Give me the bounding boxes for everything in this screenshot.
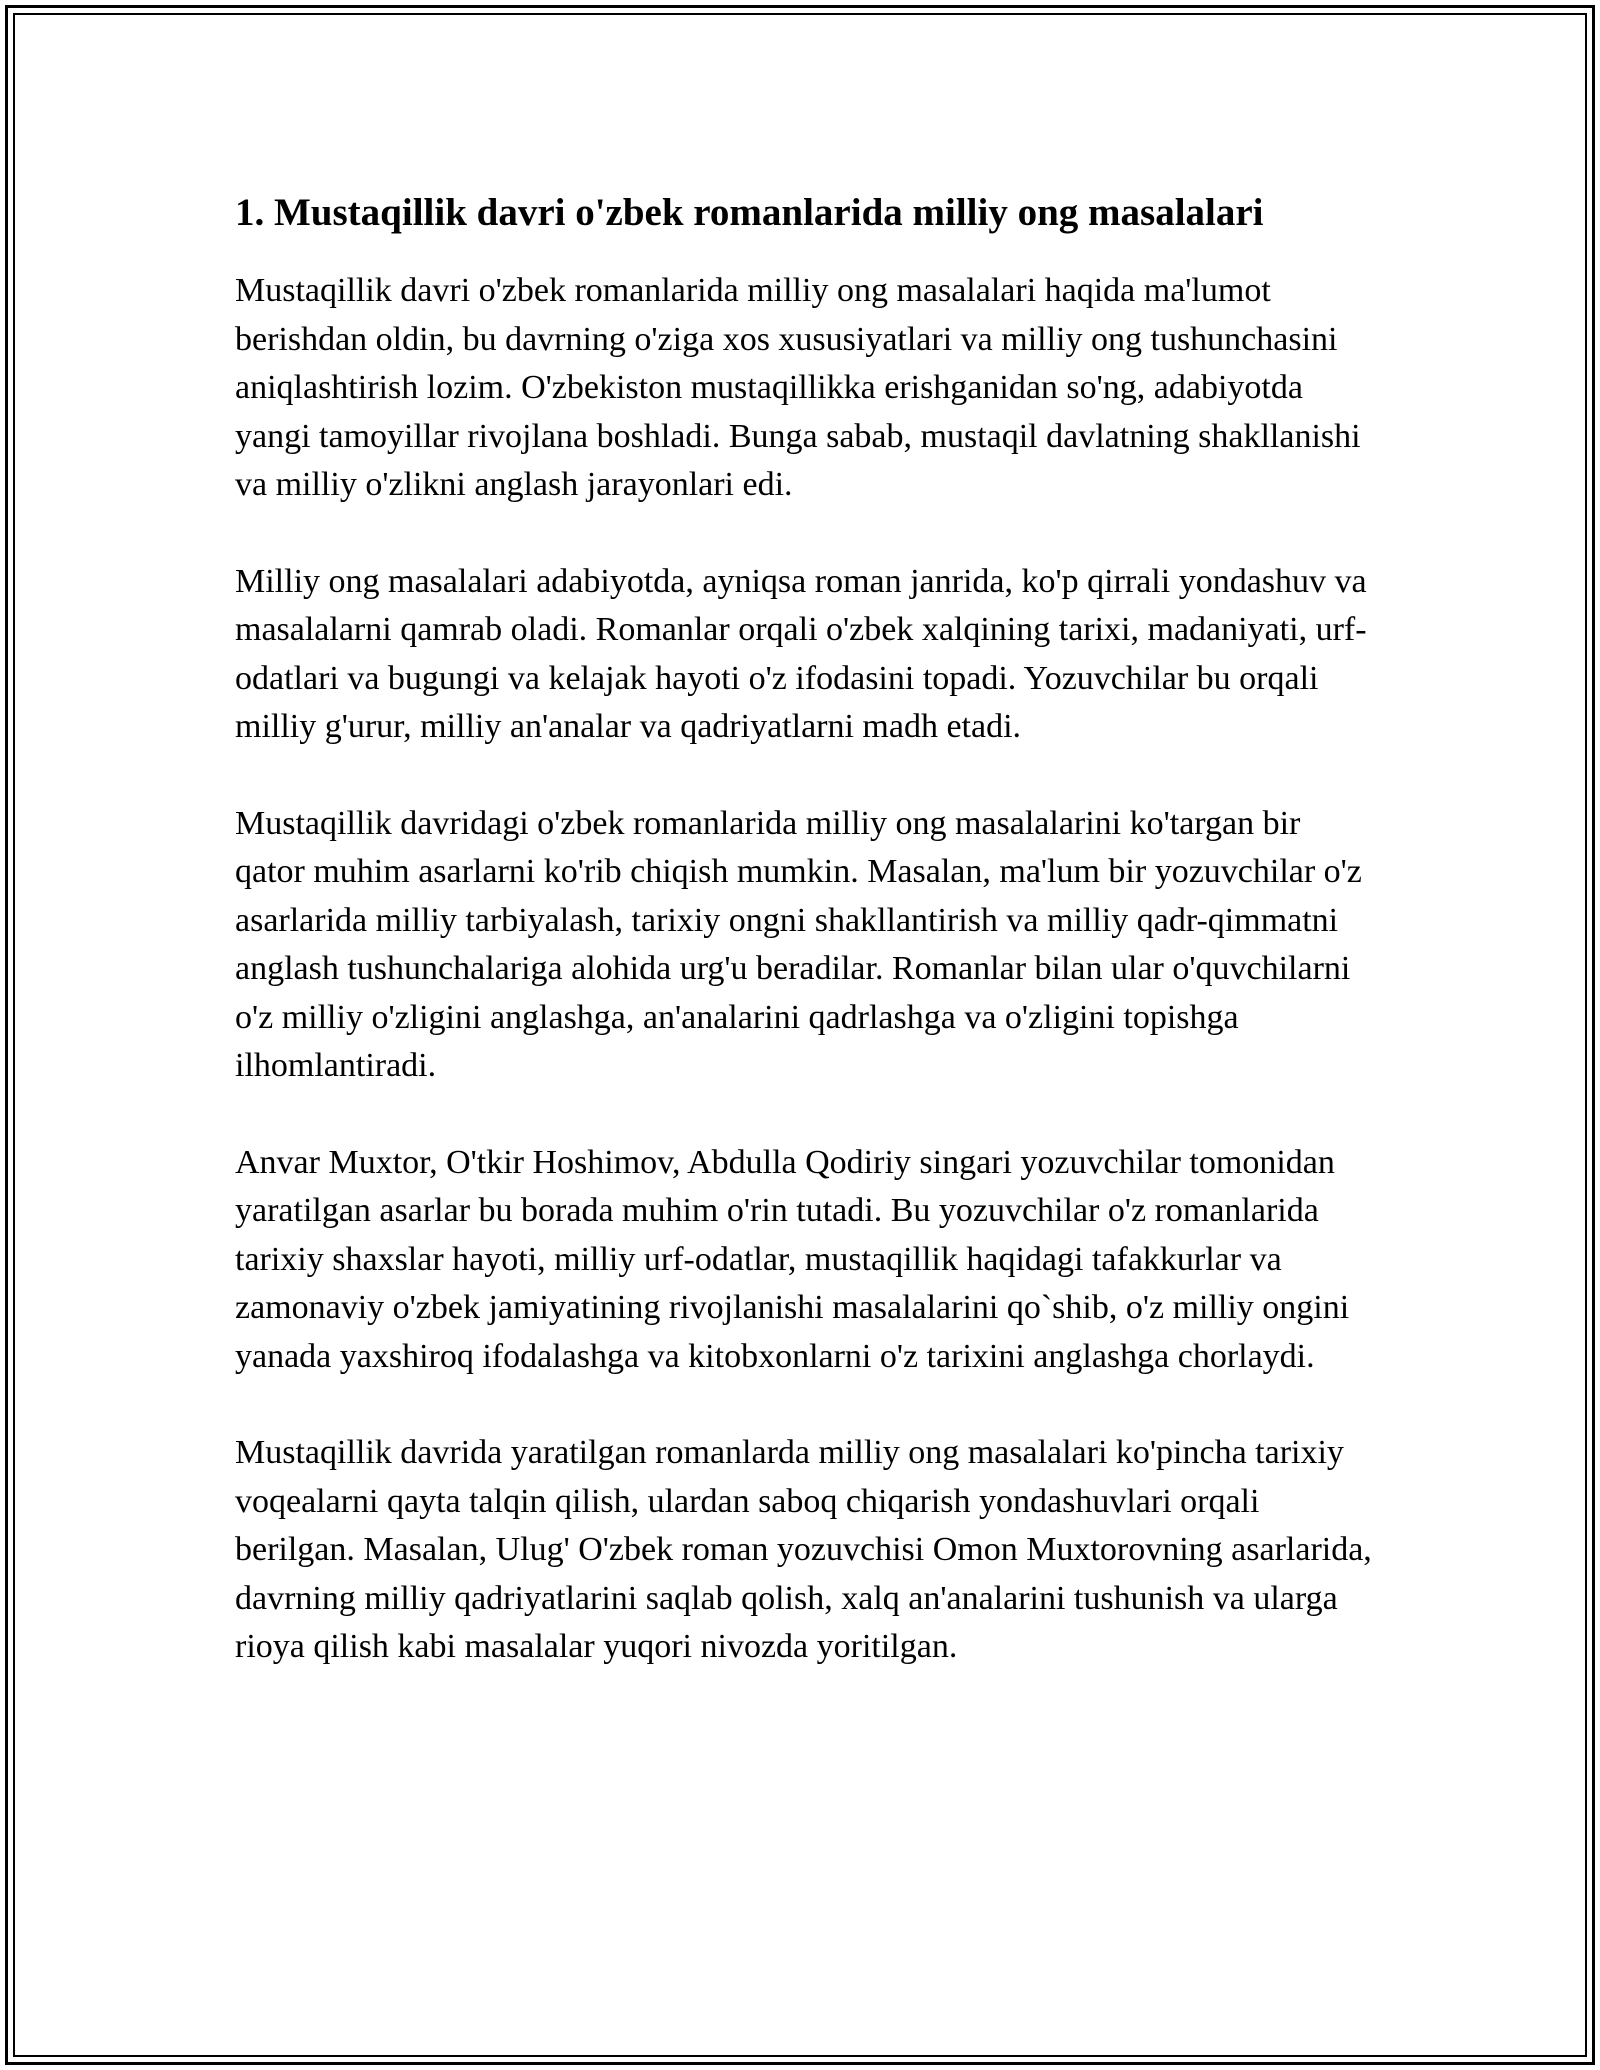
paragraph-1: Mustaqillik davri o'zbek romanlarida milliy ong masalalari haqida ma'lumot berishdan oldin, bu davrning o'ziga xos xususiyatlari va milliy ong tushunchasini aniqlashtirish lozim. O'zbekiston mustaqillikka erishganidan so'ng, adabiyotda yangi tamoyillar rivojlana boshladi. Bunga sabab, mustaqil davlatning shakllanishi va milliy o'zlikni anglash jarayonlari edi.	[235, 272, 1361, 503]
paragraph-2: Milliy ong masalalari adabiyotda, ayniqsa roman janrida, ko'p qirrali yondashuv va masalalarni qamrab oladi. Romanlar orqali o'zbek xalqining tarixi, madaniyati, urf-odatlari va bugungi va kelajak hayoti o'z ifodasini topadi. Yozuvchilar bu orqali milliy g'urur, milliy an'analar va qadriyatlarni madh etadi.	[235, 562, 1367, 745]
section-heading: 1. Mustaqillik davri o'zbek romanlarida milliy ong masalalari	[235, 191, 1264, 234]
paragraph-4: Anvar Muxtor, O'tkir Hoshimov, Abdulla Qodiriy singari yozuvchilar tomonidan yaratilgan asarlar bu borada muhim o'rin tutadi. Bu yozuvchilar o'z romanlarida tarixiy shaxslar hayoti, milliy urf-odatlar, mustaqillik haqidagi tafakkurlar va zamonaviy o'zbek jamiyatining rivojlanishi masalalarini qo`shib, o'z milliy ongini yanada yaxshiroq ifodalashga va kitobxonlarni o'z tarixini anglashga chorlaydi.	[235, 1143, 1350, 1375]
document-body	[235, 185, 1375, 1720]
paragraph-3: Mustaqillik davridagi o'zbek romanlarida milliy ong masalalarini ko'targan bir qator muhim asarlarni ko'rib chiqish mumkin. Masalan, ma'lum bir yozuvchilar o'z asarlarida milliy tarbiyalash, tarixiy ongni shakllantirish va milliy qadr-qimmatni anglash tushunchalariga alohida urg'u beradilar. Romanlar bilan ular o'quvchilarni o'z milliy o'zligini anglashga, an'analarini qadrlashga va o'zligini topishga ilhomlantiradi.	[235, 804, 1362, 1084]
paragraph-5: Mustaqillik davrida yaratilgan romanlarda milliy ong masalalari ko'pincha tarixiy voqealarni qayta talqin qilish, ulardan saboq chiqarish yondashuvlari orqali berilgan. Masalan, Ulug' O'zbek roman yozuvchisi Omon Muxtorovning asarlarida, davrning milliy qadriyatlarini saqlab qolish, xalq an'analarini tushunish va ularga rioya qilish kabi masalalar yuqori nivozda yoritilgan.	[235, 1434, 1372, 1665]
